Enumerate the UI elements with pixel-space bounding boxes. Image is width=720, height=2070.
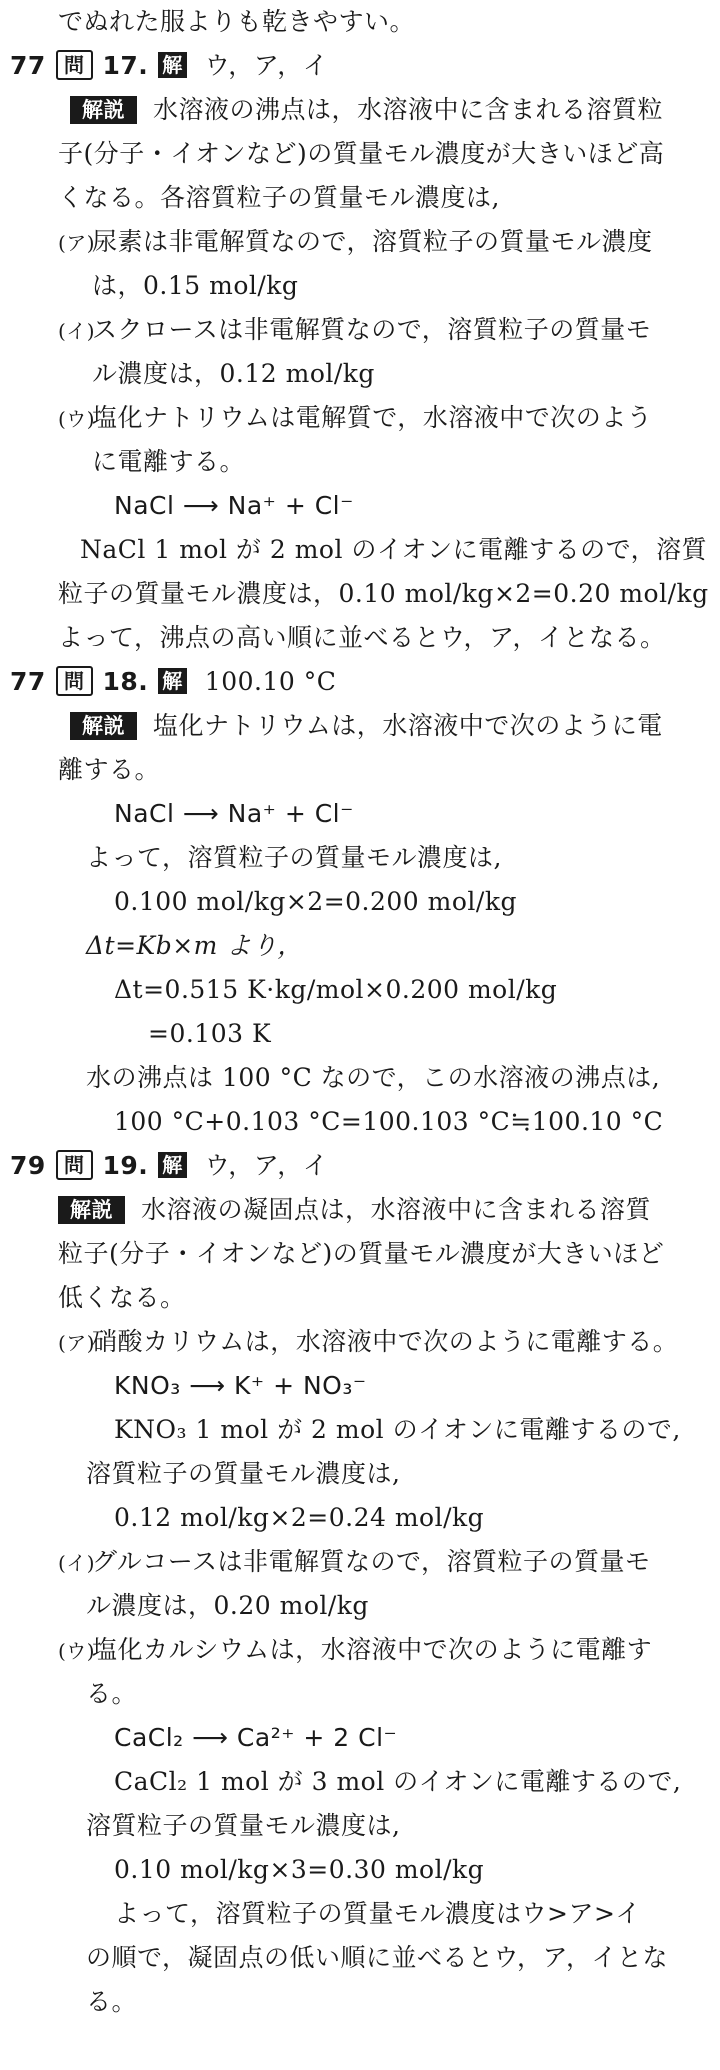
item-marker: (ア) <box>58 1331 96 1355</box>
question-number: 18. <box>102 667 149 696</box>
item-marker: (ウ) <box>58 407 96 431</box>
item-marker: (イ) <box>58 1551 96 1575</box>
text-line: 水の沸点は 100 °C なので，この水溶液の沸点は, <box>86 1063 661 1092</box>
text-line: でぬれた服よりも乾きやすい。 <box>58 7 416 36</box>
mon-label: 問 <box>56 666 93 696</box>
chemical-equation: NaCl ⟶ Na⁺ + Cl⁻ <box>114 799 354 828</box>
text-line: 粒子(分子・イオンなど)の質量モル濃度が大きいほど <box>58 1239 665 1268</box>
text-line: 離する。 <box>58 755 161 784</box>
item-line <box>58 1628 652 1672</box>
item-marker: (ウ) <box>58 1639 96 1663</box>
question-17-header <box>10 44 328 88</box>
question-19-header <box>10 1144 328 1188</box>
math-line: Δt=Kb×m より， <box>86 931 303 960</box>
question-number: 19. <box>102 1151 149 1180</box>
answer-text: 100.10 °C <box>204 667 337 696</box>
math-line: 0.100 mol/kg×2=0.200 mol/kg <box>114 887 517 916</box>
text-line: 粒子の質量モル濃度は，0.10 mol/kg×2=0.20 mol/kg <box>58 579 709 608</box>
text-line: CaCl₂ 1 mol が 3 mol のイオンに電離するので, <box>114 1767 682 1796</box>
chemical-equation: CaCl₂ ⟶ Ca²⁺ + 2 Cl⁻ <box>114 1723 398 1752</box>
explanation-line <box>70 704 663 748</box>
page-ref: 79 <box>10 1151 46 1180</box>
text-line: 低くなる。 <box>58 1283 186 1312</box>
math-line: 0.12 mol/kg×2=0.24 mol/kg <box>114 1503 485 1532</box>
text-line: 溶質粒子の質量モル濃度は, <box>86 1811 401 1840</box>
text-line: 水溶液の凝固点は，水溶液中に含まれる溶質 <box>141 1195 652 1224</box>
text-line: る。 <box>86 1987 138 2016</box>
explanation-line <box>70 88 663 132</box>
item-line <box>58 396 652 440</box>
item-line <box>58 220 653 264</box>
item-marker: (ア) <box>58 231 96 255</box>
kai-label: 解 <box>158 1152 187 1178</box>
text-line: の順で，凝固点の低い順に並べるとウ，ア，イとな <box>86 1943 669 1972</box>
text-line: 塩化ナトリウムは電解質で，水溶液中で次のよう <box>92 403 653 432</box>
text-line: よって，溶質粒子の質量モル濃度は, <box>86 843 502 872</box>
text-line: 溶質粒子の質量モル濃度は, <box>86 1459 401 1488</box>
answer-text: ウ，ア，イ <box>204 51 329 80</box>
item-marker: (イ) <box>58 319 96 343</box>
item-line <box>58 1540 651 1584</box>
text-line: ル濃度は，0.12 mol/kg <box>92 359 375 388</box>
mon-label: 問 <box>56 50 93 80</box>
text-line: は，0.15 mol/kg <box>92 271 299 300</box>
text-line: KNO₃ 1 mol が 2 mol のイオンに電離するので, <box>114 1415 681 1444</box>
page-ref: 77 <box>10 51 46 80</box>
math-line: 0.10 mol/kg×3=0.30 mol/kg <box>114 1855 485 1884</box>
item-line <box>58 1320 678 1364</box>
text-line: 水溶液の沸点は，水溶液中に含まれる溶質粒 <box>153 95 664 124</box>
question-number: 17. <box>102 51 149 80</box>
kaisetsu-badge: 解説 <box>70 96 137 124</box>
text-line: 子(分子・イオンなど)の質量モル濃度が大きいほど高 <box>58 139 665 168</box>
answer-text: ウ，ア，イ <box>204 1151 329 1180</box>
kaisetsu-badge: 解説 <box>58 1196 125 1224</box>
kai-label: 解 <box>158 52 187 78</box>
text-line: る。 <box>86 1679 138 1708</box>
text-line: スクロースは非電解質なので，溶質粒子の質量モ <box>92 315 652 344</box>
text-line: 硝酸カリウムは，水溶液中で次のように電離する。 <box>92 1327 679 1356</box>
mon-label: 問 <box>56 1150 93 1180</box>
chemical-equation: NaCl ⟶ Na⁺ + Cl⁻ <box>114 491 354 520</box>
text-line: NaCl 1 mol が 2 mol のイオンに電離するので，溶質 <box>80 535 708 564</box>
item-line <box>58 308 651 352</box>
math-line: Δt=0.515 K·kg/mol×0.200 mol/kg <box>114 975 558 1004</box>
text-line: に電離する。 <box>92 447 246 476</box>
text-line: よって，沸点の高い順に並べるとウ，ア，イとなる。 <box>58 623 666 652</box>
text-line: グルコースは非電解質なので，溶質粒子の質量モ <box>92 1547 651 1576</box>
page-ref: 77 <box>10 667 46 696</box>
explanation-line <box>58 1188 651 1232</box>
text-line: ル濃度は，0.20 mol/kg <box>86 1591 369 1620</box>
text-line: 塩化カルシウムは，水溶液中で次のように電離す <box>92 1635 653 1664</box>
math-line: =0.103 K <box>148 1019 272 1048</box>
kaisetsu-badge: 解説 <box>70 712 137 740</box>
math-line: 100 °C+0.103 °C=100.103 °C≒100.10 °C <box>114 1107 664 1136</box>
text-line: くなる。各溶質粒子の質量モル濃度は, <box>58 183 500 212</box>
question-18-header <box>10 660 336 704</box>
text-line: 塩化ナトリウムは，水溶液中で次のように電 <box>153 711 663 740</box>
text-line: 尿素は非電解質なので，溶質粒子の質量モル濃度 <box>92 227 653 256</box>
kai-label: 解 <box>158 668 187 694</box>
chemical-equation: KNO₃ ⟶ K⁺ + NO₃⁻ <box>114 1371 367 1400</box>
text-line: よって，溶質粒子の質量モル濃度はウ>ア>イ <box>114 1899 641 1928</box>
